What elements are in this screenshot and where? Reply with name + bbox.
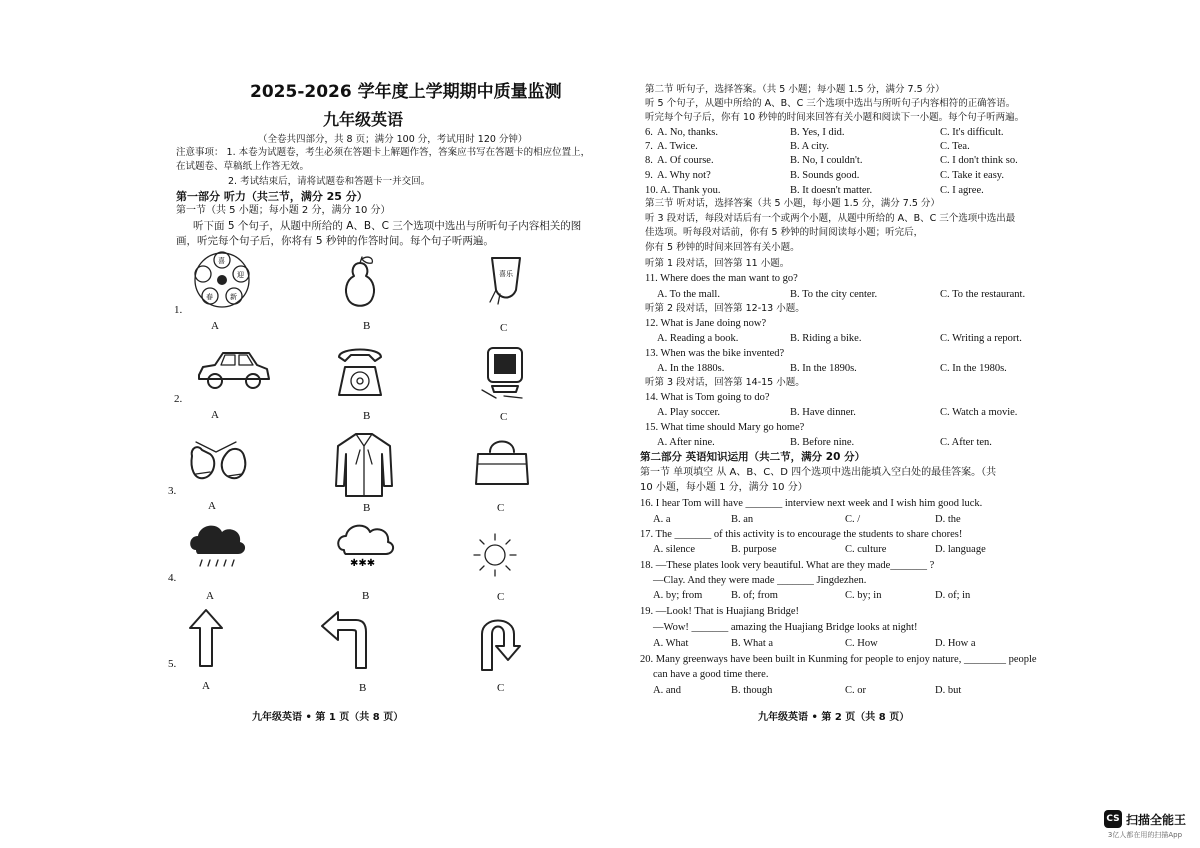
lantern-image — [480, 250, 530, 310]
camscanner-logo-icon: CS — [1104, 810, 1122, 828]
dialogue-1-heading: 听第 1 段对话，回答第 11 小题。 — [645, 258, 790, 269]
option-a: A. No, thanks. — [657, 127, 718, 138]
option-a: A. To the mall. — [657, 289, 720, 300]
option-a: A. Of course. — [657, 155, 714, 166]
option-c: C. culture — [845, 544, 887, 555]
option-b: B. purpose — [731, 544, 777, 555]
watermark-app-name: 扫描全能王 — [1125, 812, 1186, 827]
option-c: C. Watch a movie. — [940, 407, 1018, 418]
right-page-footer: 九年级英语 • 第 2 页（共 8 页） — [758, 712, 910, 723]
option-label-b: B — [363, 410, 371, 422]
question-19: 19. —Look! That is Huajiang Bridge! — [640, 606, 800, 617]
notes-line-3: 2. 考试结束后，请将试题卷和答题卡一并交回。 — [228, 176, 431, 187]
question-20-line-2: can have a good time there. — [653, 669, 769, 680]
option-a: A. Play soccer. — [657, 407, 720, 418]
gourd-image — [340, 255, 380, 315]
option-label-a: A — [211, 409, 219, 421]
option-label-b: B — [363, 502, 371, 514]
question-number: 1. — [174, 304, 183, 316]
sun-icon — [470, 530, 520, 580]
option-c: C. I agree. — [940, 185, 984, 196]
fan-char-3: 新 — [230, 293, 237, 301]
option-c: C. or — [845, 685, 866, 696]
telephone-image — [335, 345, 385, 400]
option-a: A. by; from — [653, 590, 703, 601]
option-a: A. Why not? — [657, 170, 711, 181]
notes-line-1: 注意事项： 1. 本卷为试题卷，考生必须在答题卡上解题作答，答案应书写在答题卡的相应位置上， — [176, 147, 591, 158]
part1-heading: 第一部分 听力（共三节，满分 25 分） — [176, 190, 368, 203]
option-label-a: A — [202, 680, 210, 692]
section2-instr-1: 听 5 个句子，从题中所给的 A、B、C 三个选项中选出与所听句子内容相符的正确答语。 — [645, 98, 1016, 109]
question-number: 2. — [174, 393, 183, 405]
option-b: B. Yes, I did. — [790, 127, 845, 138]
question-number: 9. — [645, 170, 653, 181]
option-d: D. but — [935, 685, 962, 696]
option-b: B. In the 1890s. — [790, 363, 857, 374]
left-turn-arrow-icon — [320, 610, 370, 670]
question-11: 11. Where does the man want to go? — [645, 273, 798, 284]
part2-heading: 第二部分 英语知识运用（共二节，满分 20 分） — [640, 451, 866, 463]
exam-subtitle: 九年级英语 — [323, 110, 404, 129]
option-b: B. A city. — [790, 141, 829, 152]
option-d: D. language — [935, 544, 986, 555]
handbag-image — [472, 436, 532, 496]
option-a: A. What — [653, 638, 689, 649]
svg-text:✱✱✱: ✱✱✱ — [350, 558, 376, 569]
option-label-b: B — [362, 590, 370, 602]
question-number: 6. — [645, 127, 653, 138]
option-label-c: C — [497, 502, 505, 514]
watermark-tagline: 3亿人都在用的扫描App — [1107, 831, 1183, 839]
question-number: 10. — [645, 185, 659, 196]
option-label-c: C — [497, 591, 505, 603]
option-a: A. After nine. — [657, 437, 715, 448]
option-label-a: A — [206, 590, 214, 602]
option-label-a: A — [211, 320, 219, 332]
option-c: C. In the 1980s. — [940, 363, 1007, 374]
scanner-watermark — [1104, 808, 1186, 840]
paper-cut-fan-image — [192, 250, 252, 310]
question-20: 20. Many greenways have been built in Kunming for people to enjoy nature, ________ people — [640, 654, 1037, 665]
section3-instr-3: 你有 5 秒钟的时间来回答有关小题。 — [645, 242, 800, 253]
dialogue-2-heading: 听第 2 段对话，回答第 12-13 小题。 — [645, 303, 805, 314]
part2-section1-instr-2: 10 小题，每小题 1 分，满分 10 分） — [640, 482, 808, 493]
option-label-c: C — [500, 411, 508, 423]
section2-heading: 第二节 听句子，选择答案。（共 5 小题；每小题 1.5 分，满分 7.5 分） — [645, 84, 945, 95]
option-b: B. of; from — [731, 590, 778, 601]
question-number: 7. — [645, 141, 653, 152]
lantern-text: 喜乐 — [499, 270, 513, 278]
section3-instr-1: 听 3 段对话，每段对话后有一个或两个小题，从题中所给的 A、B、C 三个选项中选出最 — [645, 213, 1016, 224]
car-image — [193, 345, 273, 395]
question-18-line-2: —Clay. And they were made _______ Jingdezhen. — [653, 575, 867, 586]
question-13: 13. When was the bike invented? — [645, 348, 785, 359]
question-18: 18. —These plates look very beautiful. What are they made_______ ? — [640, 560, 935, 571]
instruction-line-2: 画，听完每个句子后，你将有 5 秒钟的作答时间。每个句子听两遍。 — [176, 235, 494, 247]
option-c: C. Take it easy. — [940, 170, 1004, 181]
question-16: 16. I hear Tom will have _______ interview next week and I wish him good luck. — [640, 498, 983, 509]
question-number: 8. — [645, 155, 653, 166]
option-c: C. / — [845, 514, 861, 525]
question-number: 3. — [168, 485, 177, 497]
option-a: A. silence — [653, 544, 695, 555]
option-c: C. Tea. — [940, 141, 970, 152]
rain-cloud-icon — [188, 520, 248, 570]
blouse-image — [334, 430, 394, 500]
fan-char-4: 春 — [206, 293, 213, 301]
option-a: A. and — [653, 685, 681, 696]
option-b: B. Riding a bike. — [790, 333, 862, 344]
option-b: B. Before nine. — [790, 437, 855, 448]
option-a: A. Thank you. — [660, 185, 721, 196]
u-turn-arrow-icon — [478, 612, 523, 672]
option-c: C. by; in — [845, 590, 882, 601]
notes-line-2: 在试题卷、草稿纸上作答无效。 — [176, 161, 310, 172]
option-b: B. No, I couldn't. — [790, 155, 863, 166]
option-label-b: B — [359, 682, 367, 694]
option-b: B. Sounds good. — [790, 170, 860, 181]
section2-instr-2: 听完每个句子后，你有 10 秒钟的时间来回答有关小题和阅读下一小题。每个句子听两遍。 — [645, 112, 1025, 123]
option-a: A. Twice. — [657, 141, 698, 152]
option-c: C. I don't think so. — [940, 155, 1018, 166]
option-d: D. How a — [935, 638, 976, 649]
option-c: C. It's difficult. — [940, 127, 1004, 138]
fan-char-1: 喜 — [218, 257, 225, 265]
option-label-a: A — [208, 500, 216, 512]
section3-instr-2: 佳选项。听每段对话前，你有 5 秒钟的时间阅读每小题；听完后， — [645, 227, 924, 238]
straight-arrow-icon — [186, 608, 226, 668]
gloves-image — [186, 434, 251, 494]
section1-heading: 第一节（共 5 小题；每小题 2 分，满分 10 分） — [176, 205, 391, 216]
option-c: C. After ten. — [940, 437, 992, 448]
section3-heading: 第三节 听对话，选择答案（共 5 小题，每小题 1.5 分，满分 7.5 分） — [645, 198, 940, 209]
option-a: A. Reading a book. — [657, 333, 739, 344]
question-number: 5. — [168, 658, 177, 670]
option-c: C. To the restaurant. — [940, 289, 1026, 300]
question-12: 12. What is Jane doing now? — [645, 318, 767, 329]
option-b: B. though — [731, 685, 773, 696]
part2-section1-instr-1: 第一节 单项填空 从 A、B、C、D 四个选项中选出能填入空白处的最佳答案。（共 — [640, 467, 997, 478]
dialogue-3-heading: 听第 3 段对话，回答第 14-15 小题。 — [645, 377, 805, 388]
option-a: A. In the 1880s. — [657, 363, 725, 374]
question-17: 17. The _______ of this activity is to encourage the students to share chores! — [640, 529, 963, 540]
option-b: B. To the city center. — [790, 289, 878, 300]
question-number: 4. — [168, 572, 177, 584]
option-c: C. How — [845, 638, 878, 649]
option-d: D. the — [935, 514, 961, 525]
instruction-line-1: 听下面 5 个句子，从题中所给的 A、B、C 三个选项中选出与所听句子内容相关的图 — [193, 220, 582, 232]
question-14: 14. What is Tom going to do? — [645, 392, 770, 403]
fan-char-2: 迎 — [237, 271, 244, 279]
option-b: B. an — [731, 514, 754, 525]
exam-title: 2025-2026 学年度上学期期中质量监测 — [250, 82, 562, 102]
question-15: 15. What time should Mary go home? — [645, 422, 805, 433]
option-label-b: B — [363, 320, 371, 332]
option-label-c: C — [497, 682, 505, 694]
left-page-footer: 九年级英语 • 第 1 页（共 8 页） — [252, 712, 404, 723]
option-c: C. Writing a report. — [940, 333, 1022, 344]
option-b: B. It doesn't matter. — [790, 185, 873, 196]
option-b: B. What a — [731, 638, 774, 649]
computer-image — [478, 346, 528, 401]
exam-info: （全卷共四部分，共 8 页；满分 100 分，考试用时 120 分钟） — [258, 134, 528, 145]
option-b: B. Have dinner. — [790, 407, 856, 418]
option-d: D. of; in — [935, 590, 971, 601]
snow-cloud-icon — [336, 520, 396, 570]
question-19-line-2: —Wow! _______ amazing the Huajiang Bridge looks at night! — [653, 622, 918, 633]
option-label-c: C — [500, 322, 508, 334]
option-a: A. a — [653, 514, 671, 525]
